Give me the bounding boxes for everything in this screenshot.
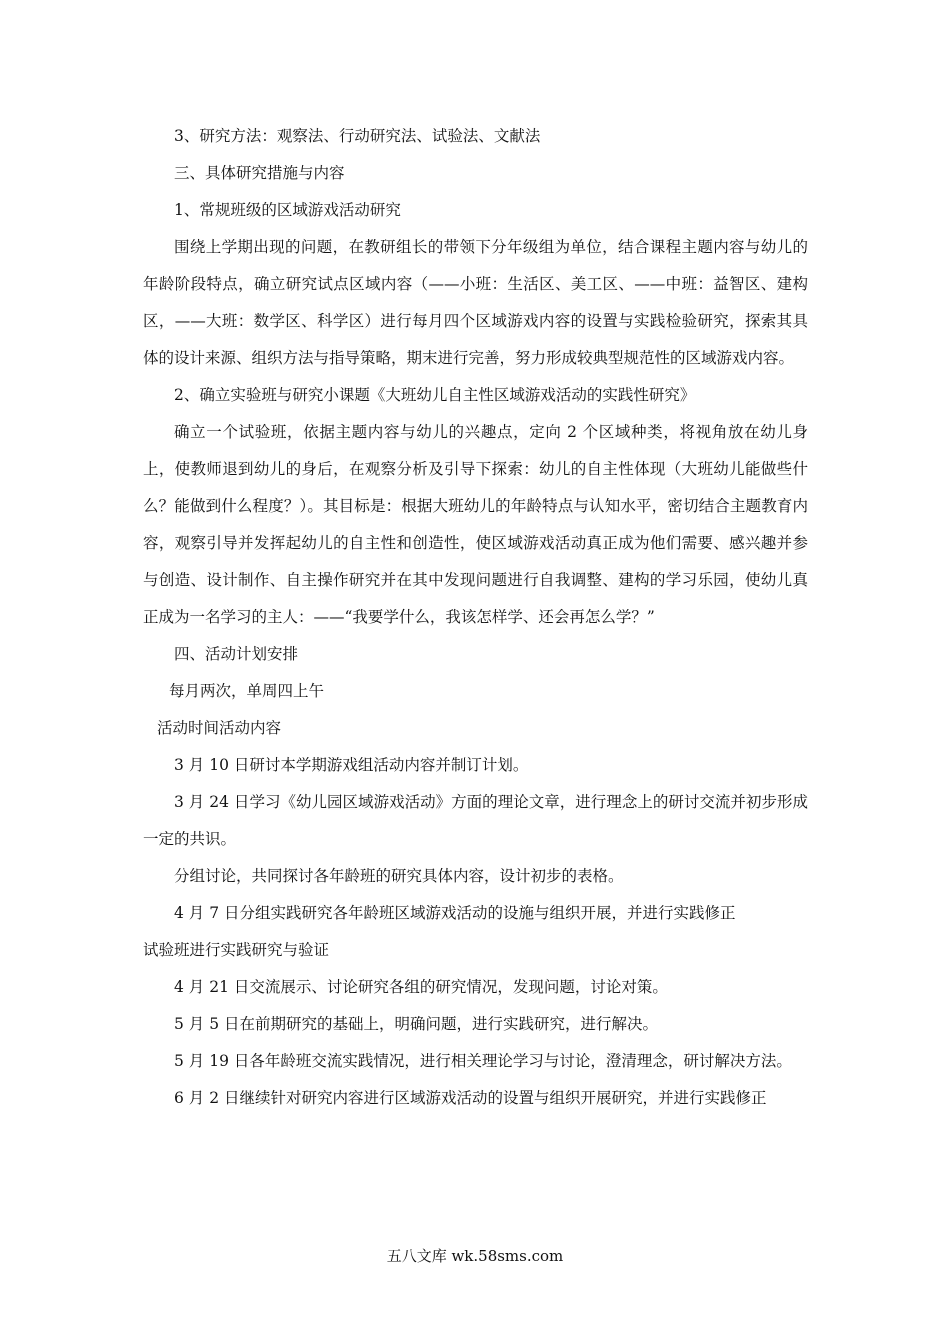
- schedule-item: 5 月 19 日各年龄班交流实践情况，进行相关理论学习与讨论，澄清理念，研讨解决方法。: [174, 1052, 792, 1070]
- paragraph-experimental-class: 确立一个试验班，依据主题内容与幼儿的兴趣点，定向 2 个区域种类，将视角放在幼儿身上，使教师退到幼儿的身后，在观察分析及引导下探索：幼儿的自主性体现（大班幼儿能做些什么？能做到什么程度？）。其目标是：根据大班幼儿的年龄特点与认知水平，密切结合主题教育内容，观察引导并发挥起幼儿的自主性和创造性，使区域游戏活动真正成为他们需要、感兴趣并参与创造、设计制作、自主操作研究并在其中发现问题进行自我调整、建构的学习乐园，使幼儿真正成为一名学习的主人：——“我要学什么，我该怎样学、还会再怎么学？”: [143, 423, 808, 626]
- schedule-item: 5 月 5 日在前期研究的基础上，明确问题，进行实践研究，进行解决。: [174, 1015, 659, 1033]
- schedule-item: 3 月 24 日学习《幼儿园区域游戏活动》方面的理论文章，进行理念上的研讨交流并初步形成一定的共识。: [143, 793, 808, 848]
- schedule-table-header: 活动时间活动内容: [157, 719, 282, 737]
- heading-subsection-two: 2、确立实验班与研究小课题《大班幼儿自主性区域游戏活动的实践性研究》: [174, 386, 696, 404]
- footer-watermark: 五八文库 wk.58sms.com: [386, 1247, 564, 1265]
- schedule-item: 6 月 2 日继续针对研究内容进行区域游戏活动的设置与组织开展研究，并进行实践修正: [174, 1089, 767, 1107]
- schedule-item: 3 月 10 日研讨本学期游戏组活动内容并制订计划。: [174, 756, 529, 774]
- schedule-item: 试验班进行实践研究与验证: [143, 941, 330, 959]
- heading-section-three: 三、具体研究措施与内容: [174, 164, 345, 182]
- paragraph-regular-class-research: 围绕上学期出现的问题，在教研组长的带领下分年级组为单位，结合课程主题内容与幼儿的年龄阶段特点，确立研究试点区域内容（——小班：生活区、美工区、——中班：益智区、建构区，——大班：数学区、科学区）进行每月四个区域游戏内容的设置与实践检验研究，探索其具体的设计来源、组织方法与指导策略，期末进行完善，努力形成较典型规范性的区域游戏内容。: [143, 238, 808, 367]
- schedule-item: 分组讨论，共同探讨各年龄班的研究具体内容，设计初步的表格。: [174, 867, 624, 885]
- schedule-item: 4 月 7 日分组实践研究各年龄班区域游戏活动的设施与组织开展，并进行实践修正: [174, 904, 736, 922]
- paragraph-research-methods: 3、研究方法：观察法、行动研究法、试验法、文献法: [174, 127, 541, 145]
- heading-section-four: 四、活动计划安排: [174, 645, 299, 663]
- heading-subsection-one: 1、常规班级的区域游戏活动研究: [174, 201, 401, 219]
- paragraph-schedule-frequency: 每月两次，单周四上午: [169, 682, 325, 700]
- document-body: [143, 118, 808, 1117]
- schedule-item: 4 月 21 日交流展示、讨论研究各组的研究情况，发现问题，讨论对策。: [174, 978, 668, 996]
